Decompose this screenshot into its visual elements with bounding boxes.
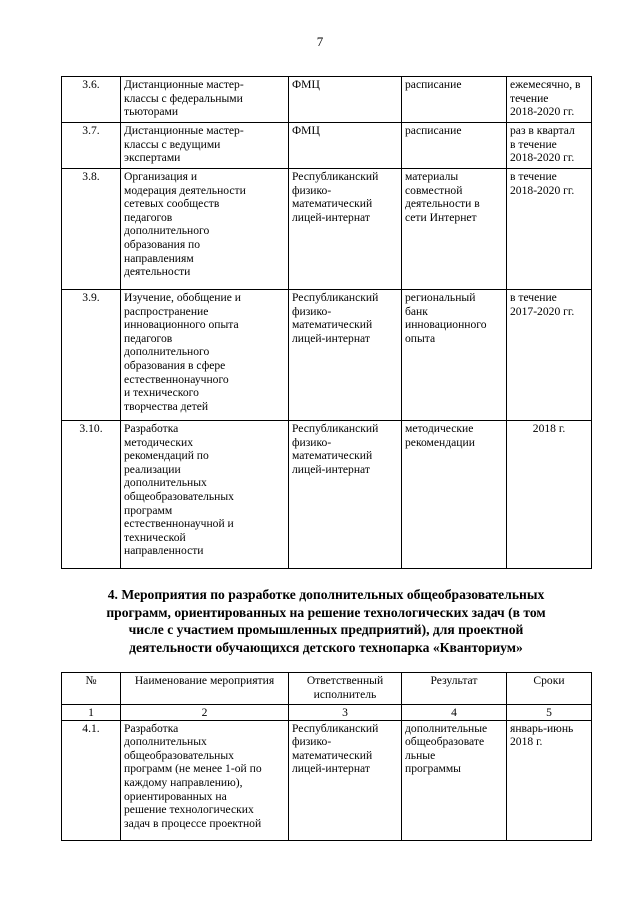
- responsible: Республиканский физико- математический лицей-интернат: [289, 421, 402, 569]
- row-number: 3.9.: [62, 290, 121, 421]
- row-number: 3.10.: [62, 421, 121, 569]
- column-number: 1: [62, 705, 121, 721]
- responsible: Республиканский физико- математический лицей-интернат: [289, 290, 402, 421]
- dates: ежемесячно, в течение 2018-2020 гг.: [507, 77, 592, 123]
- table-row: [62, 290, 592, 421]
- table-row: [62, 169, 592, 290]
- responsible: ФМЦ: [289, 77, 402, 123]
- event-name: Разработка методических рекомендаций по реализации дополнительных общеобразовательных программ естественнонаучной и технической направленности: [121, 421, 289, 569]
- column-number: 4: [402, 705, 507, 721]
- result: методические рекомендации: [402, 421, 507, 569]
- section-4-heading: 4. Мероприятия по разработке дополнительных общеобразовательных программ, ориентированных на решение технологических задач (в том числе с участием промышленных предприятий), для проектной деятельности обучающихся детского технопарка «Кванториум»: [106, 587, 546, 655]
- row-number: 4.1.: [62, 720, 121, 840]
- column-number-row: [62, 705, 592, 721]
- table-header-row: [62, 673, 592, 705]
- row-number: 3.6.: [62, 77, 121, 123]
- result: расписание: [402, 123, 507, 169]
- dates: 2018 г.: [507, 421, 592, 569]
- row-number: 3.7.: [62, 123, 121, 169]
- activities-table-section-3: [61, 76, 592, 569]
- column-number: 5: [507, 705, 592, 721]
- column-number: 3: [289, 705, 402, 721]
- responsible: Республиканский физико- математический лицей-интернат: [289, 169, 402, 290]
- result: расписание: [402, 77, 507, 123]
- table-row: [62, 720, 592, 840]
- header-event: Наименование мероприятия: [121, 673, 289, 705]
- event-name: Дистанционные мастер- классы с федеральными тьюторами: [121, 77, 289, 123]
- table-row: [62, 77, 592, 123]
- dates: в течение 2017-2020 гг.: [507, 290, 592, 421]
- dates: январь-июнь 2018 г.: [507, 720, 592, 840]
- table-row: [62, 421, 592, 569]
- event-name: Организация и модерация деятельности сетевых сообществ педагогов дополнительного образования по направлениям деятельности: [121, 169, 289, 290]
- event-name: Изучение, обобщение и распространение инновационного опыта педагогов дополнительного образования в сфере естественнонаучного и технического творчества детей: [121, 290, 289, 421]
- header-responsible: Ответственный исполнитель: [289, 673, 402, 705]
- dates: раз в квартал в течение 2018-2020 гг.: [507, 123, 592, 169]
- event-name: Дистанционные мастер- классы с ведущими экспертами: [121, 123, 289, 169]
- event-name: Разработка дополнительных общеобразовательных программ (не менее 1-ой по каждому направлению), ориентированных на решение технологических задач в процессе проектной: [121, 720, 289, 840]
- responsible: ФМЦ: [289, 123, 402, 169]
- column-number: 2: [121, 705, 289, 721]
- responsible: Республиканский физико- математический лицей-интернат: [289, 720, 402, 840]
- dates: в течение 2018-2020 гг.: [507, 169, 592, 290]
- table-row: [62, 123, 592, 169]
- header-number: №: [62, 673, 121, 705]
- page-number: 7: [316, 34, 324, 49]
- result: региональный банк инновационного опыта: [402, 290, 507, 421]
- header-dates: Сроки: [507, 673, 592, 705]
- header-result: Результат: [402, 673, 507, 705]
- result: дополнительные общеобразовате льные программы: [402, 720, 507, 840]
- row-number: 3.8.: [62, 169, 121, 290]
- activities-table-section-4: [61, 672, 592, 841]
- result: материалы совместной деятельности в сети Интернет: [402, 169, 507, 290]
